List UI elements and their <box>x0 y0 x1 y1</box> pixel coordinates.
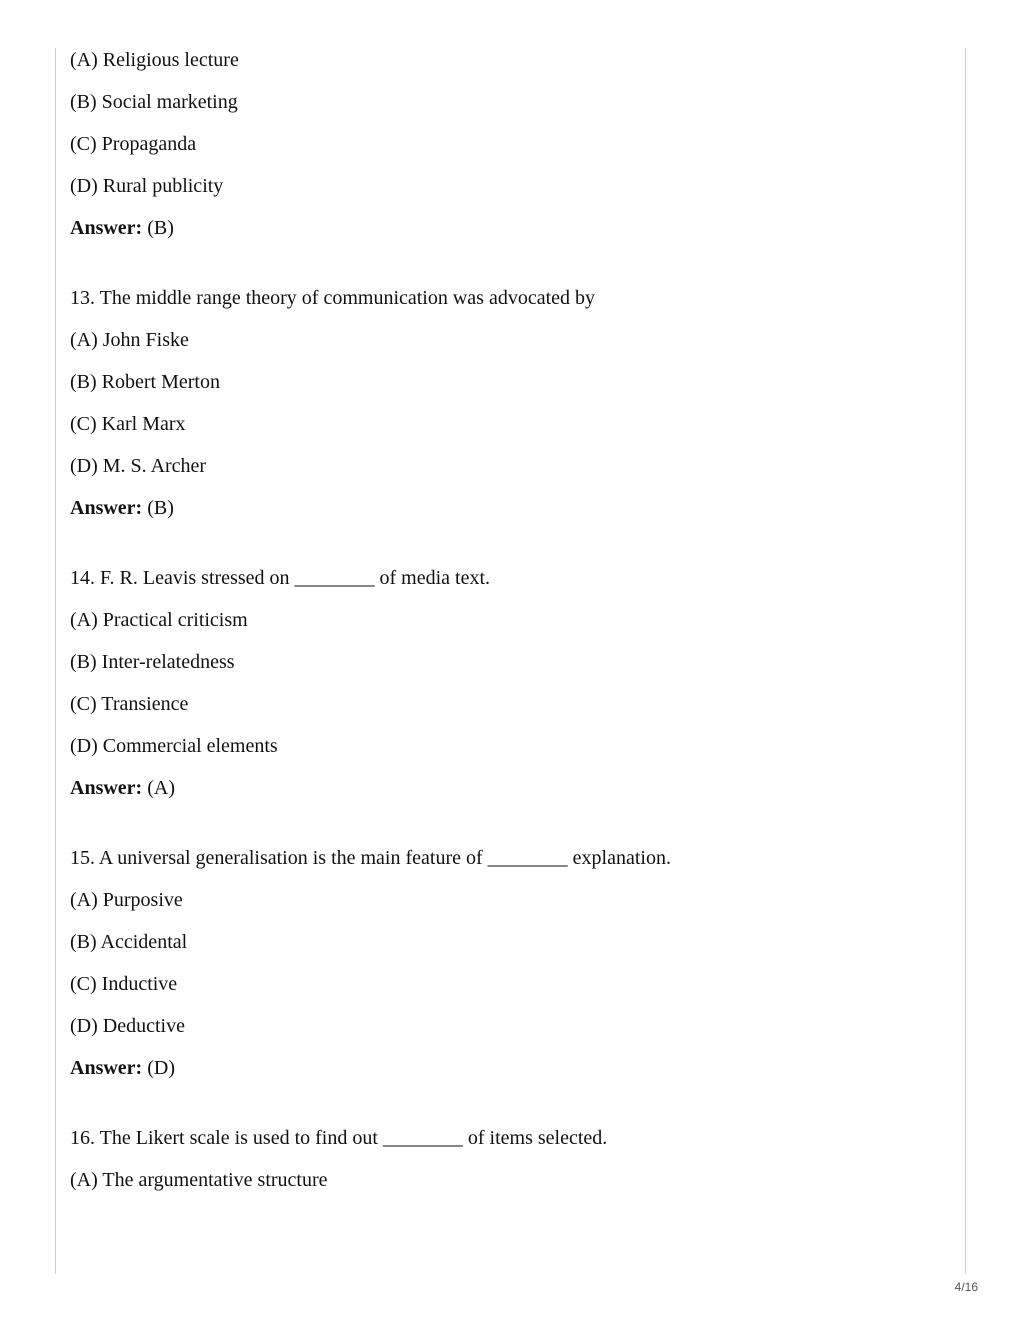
question-15-option-d: (D) Deductive <box>70 1015 185 1037</box>
answer-value: (A) <box>147 777 175 799</box>
question-12-option-a: (A) Religious lecture <box>70 49 239 71</box>
answer-label: Answer: <box>70 1057 143 1079</box>
question-13-option-b: (B) Robert Merton <box>70 371 220 393</box>
question-12-answer <box>70 214 950 242</box>
question-13-option-a: (A) John Fiske <box>70 329 189 351</box>
question-12-option-b: (B) Social marketing <box>70 91 238 113</box>
question-13-answer <box>70 494 950 522</box>
question-13-option-c: (C) Karl Marx <box>70 413 186 435</box>
answer-label: Answer: <box>70 497 143 519</box>
question-14-text: 14. F. R. Leavis stressed on ________ of media text. <box>70 567 491 589</box>
answer-label: Answer: <box>70 217 143 239</box>
document-content <box>70 46 950 1208</box>
question-14-option-c: (C) Transience <box>70 693 189 715</box>
page-number: 4/16 <box>954 1280 978 1294</box>
question-16-text: 16. The Likert scale is used to find out ________ of items selected. <box>70 1127 608 1149</box>
question-12-option-c: (C) Propaganda <box>70 133 197 155</box>
question-16-option-a: (A) The argumentative structure <box>70 1169 328 1191</box>
answer-value: (B) <box>147 217 174 239</box>
question-15-text: 15. A universal generalisation is the main feature of ________ explanation. <box>70 847 671 869</box>
question-15-option-a: (A) Purposive <box>70 889 183 911</box>
question-14-option-a: (A) Practical criticism <box>70 609 248 631</box>
answer-value: (D) <box>147 1057 175 1079</box>
question-14-option-b: (B) Inter-relatedness <box>70 651 235 673</box>
question-15-option-b: (B) Accidental <box>70 931 188 953</box>
page-border-left <box>55 48 56 1274</box>
question-15-option-c: (C) Inductive <box>70 973 178 995</box>
page-border-right <box>965 48 966 1274</box>
question-13-text: 13. The middle range theory of communication was advocated by <box>70 287 596 309</box>
question-14-answer <box>70 774 950 802</box>
question-15-answer <box>70 1054 950 1082</box>
question-13-option-d: (D) M. S. Archer <box>70 455 207 477</box>
question-14-option-d: (D) Commercial elements <box>70 735 278 757</box>
answer-label: Answer: <box>70 777 143 799</box>
question-12-option-d: (D) Rural publicity <box>70 175 224 197</box>
answer-value: (B) <box>147 497 174 519</box>
